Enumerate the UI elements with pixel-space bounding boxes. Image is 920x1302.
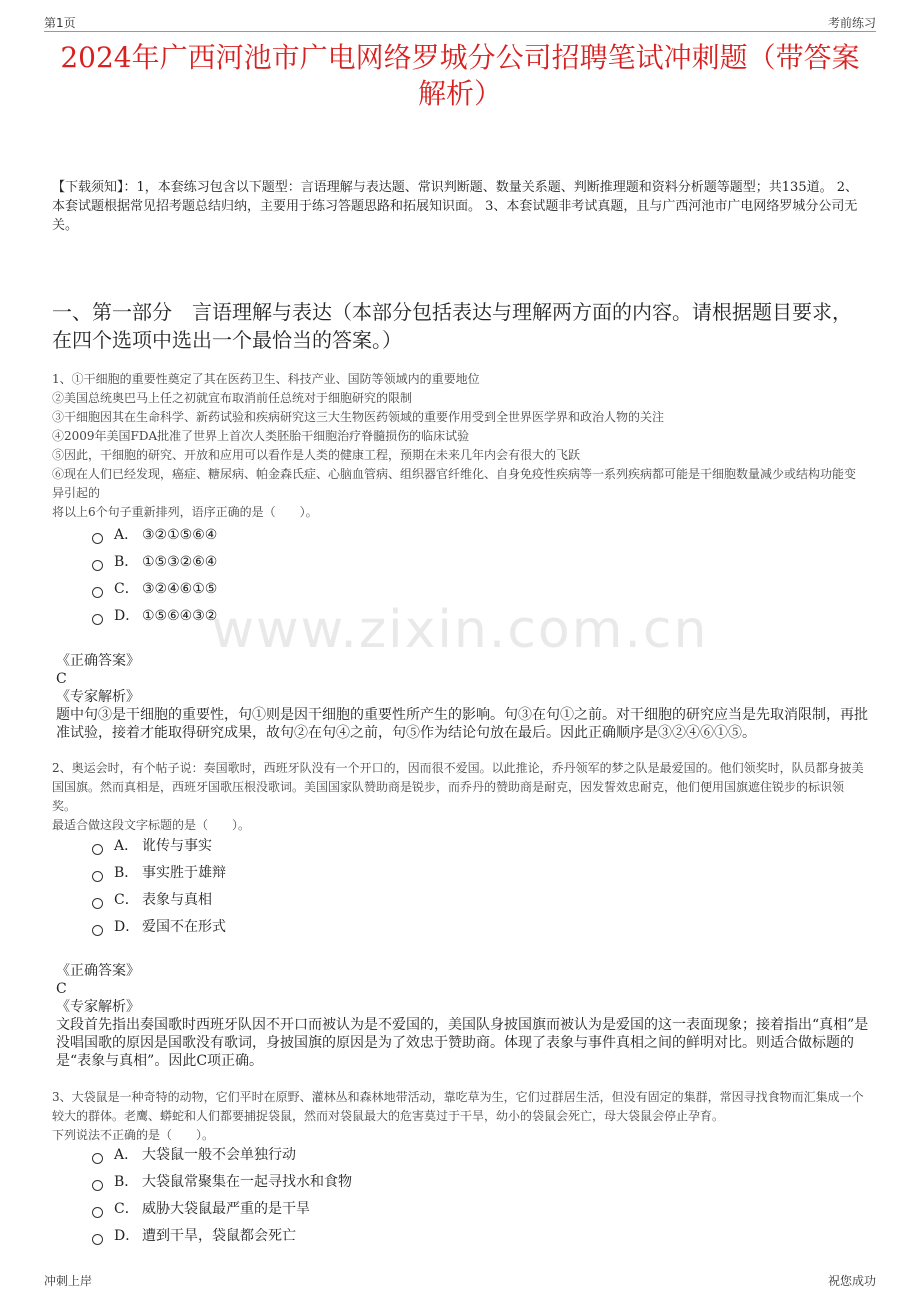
radio-icon[interactable] xyxy=(92,844,103,855)
stem-line: 3、大袋鼠是一种奇特的动物，它们平时在原野、灌林丛和森林地带活动，靠吃草为生，它们过群居生活，但没有固定的集群，常因寻找食物而汇集成一个较大的群体。老鹰、蟒蛇和人们都要捕捉袋鼠，然而对袋鼠最大的危害莫过于干旱，幼小的袋鼠会死亡，母大袋鼠会停止孕育。 xyxy=(52,1090,864,1123)
analysis-label: 《专家解析》 xyxy=(56,999,140,1015)
stem-line: 2、奥运会时，有个帖子说：奏国歌时，西班牙队没有一个开口的，因而很不爱国。以此推论，乔丹领军的梦之队是最爱国的。他们领奖时，队员都身披美国国旗。然而真相是，西班牙国歌压根没歌词。美国国家队赞助商是锐步，而乔丹的赞助商是耐克，因发誓效忠耐克，他们便用国旗遮住锐步的标识领奖。 xyxy=(52,761,864,813)
analysis-text: 题中句③是干细胞的重要性，句①则是因干细胞的重要性所产生的影响。句③在句①之前。对干细胞的研究应当是先取消限制，再批准试验，接着才能取得研究成果，故句②在句④之前，句⑤作为结论句放在最后。因此正确顺序是③②④⑥①⑤。 xyxy=(56,707,868,741)
radio-icon[interactable] xyxy=(92,560,103,571)
radio-icon[interactable] xyxy=(92,533,103,544)
stem-line: ④2009年美国FDA批准了世界上首次人类胚胎干细胞治疗脊髓损伤的临床试验 xyxy=(52,429,470,443)
stem-line: 1、①干细胞的重要性奠定了其在医药卫生、科技产业、国防等领域内的重要地位 xyxy=(52,372,480,386)
radio-icon[interactable] xyxy=(92,1234,103,1245)
footer-right: 祝您成功 xyxy=(827,1274,876,1288)
download-notice: 【下载须知】：1，本套练习包含以下题型：言语理解与表达题、常识判断题、数量关系题、判断推理题和资料分析题等题型；共135道。 2、本套试题根据常见招考题总结归纳，主要用于练习答题思路和拓展知识面。 3、本套试题非考试真题，且与广西河池市广电网络罗城分公司无关。 xyxy=(52,180,858,233)
radio-icon[interactable] xyxy=(92,925,103,936)
question-1-stem xyxy=(52,370,866,522)
stem-prompt: 下列说法不正确的是（ ）。 xyxy=(52,1128,215,1142)
stem-prompt: 最适合做这段文字标题的是（ ）。 xyxy=(52,818,251,832)
radio-icon[interactable] xyxy=(92,1207,103,1218)
radio-icon[interactable] xyxy=(92,614,103,625)
page-number: 第1页 xyxy=(44,16,76,30)
answer-value: C xyxy=(56,981,67,997)
question-2-answer xyxy=(56,962,870,1070)
section-heading: 一、第一部分 言语理解与表达（本部分包括表达与理解两方面的内容。请根据题目要求，在四个选项中选出一个最恰当的答案。） xyxy=(52,300,852,352)
radio-icon[interactable] xyxy=(92,898,103,909)
question-2-stem xyxy=(52,759,866,835)
stem-line: ②美国总统奥巴马上任之初就宣布取消前任总统对于细胞研究的限制 xyxy=(52,391,413,405)
footer-left: 冲刺上岸 xyxy=(44,1274,93,1288)
radio-icon[interactable] xyxy=(92,1153,103,1164)
stem-prompt: 将以上6个句子重新排列，语序正确的是（ ）。 xyxy=(52,505,318,519)
analysis-text: 文段首先指出奏国歌时西班牙队因不开口而被认为是不爱国的，美国队身披国旗而被认为是爱国的这一表面现象；接着指出“真相”是没唱国歌的原因是国歌没有歌词，身披国旗的原因是为了效忠于赞助商。体现了表象与事件真相之间的鲜明对比。则适合做标题的是“表象与真相”。因此C项正确。 xyxy=(56,1017,869,1069)
document-title: 2024年广西河池市广电网络罗城分公司招聘笔试冲刺题（带答案解析） xyxy=(60,41,860,110)
watermark: www.zixin.com.cn xyxy=(211,600,709,660)
answer-label: 《正确答案》 xyxy=(56,653,140,669)
answer-value: C xyxy=(56,671,67,687)
header-divider xyxy=(44,31,876,32)
question-1-answer xyxy=(56,652,870,742)
answer-label: 《正确答案》 xyxy=(56,963,140,979)
question-3-stem xyxy=(52,1088,866,1145)
radio-icon[interactable] xyxy=(92,587,103,598)
analysis-label: 《专家解析》 xyxy=(56,689,140,705)
stem-line: ⑥现在人们已经发现，癌症、糖尿病、帕金森氏症、心脑血管病、组织器官纤维化、自身免疫性疾病等一系列疾病都可能是干细胞数量减少或结构功能变异引起的 xyxy=(52,467,857,500)
radio-icon[interactable] xyxy=(92,1180,103,1191)
stem-line: ⑤因此，干细胞的研究、开放和应用可以看作是人类的健康工程，预期在未来几年内会有很大的飞跃 xyxy=(52,448,581,462)
header-tag: 考前练习 xyxy=(827,16,876,30)
radio-icon[interactable] xyxy=(92,871,103,882)
stem-line: ③干细胞因其在生命科学、新药试验和疾病研究这三大生物医药领域的重要作用受到全世界医学界和政治人物的关注 xyxy=(52,410,665,424)
